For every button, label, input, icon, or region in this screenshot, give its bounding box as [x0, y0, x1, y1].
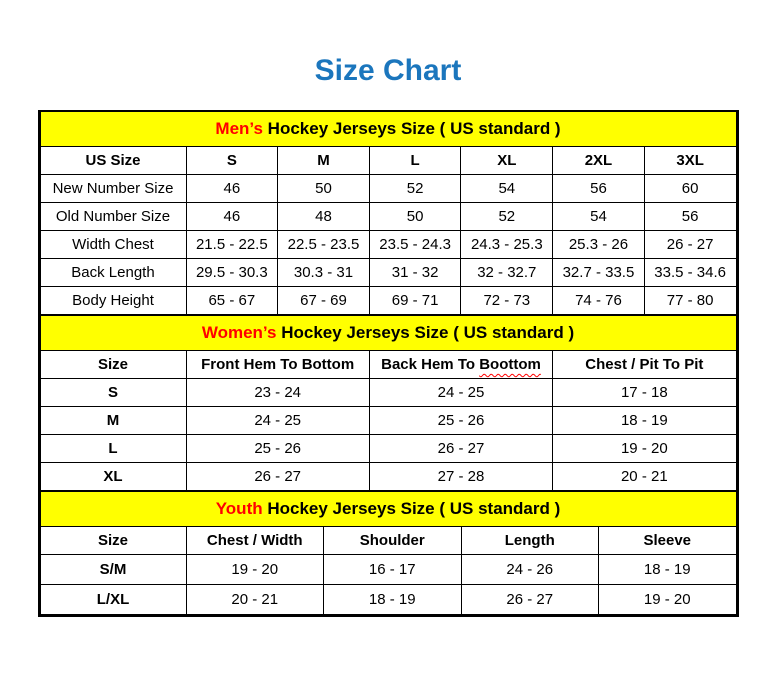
- row-label: Back Length: [40, 259, 186, 287]
- table-cell: 77 - 80: [644, 287, 736, 315]
- table-cell: 27 - 28: [369, 463, 552, 491]
- table-cell: 17 - 18: [553, 379, 736, 407]
- womens-column-header-row: [40, 351, 736, 379]
- table-cell: 74 - 76: [553, 287, 645, 315]
- table-cell: 56: [644, 203, 736, 231]
- table-row: [40, 231, 736, 259]
- column-header: Front Hem To Bottom: [186, 351, 369, 379]
- womens-table-body: [40, 379, 736, 491]
- youth-section-header-accent: Youth: [215, 499, 263, 518]
- column-header: M: [278, 147, 370, 175]
- table-cell: 21.5 - 22.5: [186, 231, 278, 259]
- table-row: [40, 379, 736, 407]
- youth-section-header-text: Hockey Jerseys Size ( US standard ): [262, 499, 561, 518]
- mens-size-table: [40, 112, 737, 315]
- table-cell: 65 - 67: [186, 287, 278, 315]
- table-cell: 48: [278, 203, 370, 231]
- mens-column-header-row: [40, 147, 736, 175]
- mens-section-header-row: [40, 112, 736, 147]
- mens-section-header-accent: Men’s: [215, 119, 263, 138]
- table-cell: 25 - 26: [186, 435, 369, 463]
- youth-size-table: [40, 491, 737, 615]
- column-header: XL: [461, 147, 553, 175]
- row-label: New Number Size: [40, 175, 186, 203]
- table-cell: 31 - 32: [369, 259, 461, 287]
- womens-section-header-row: [40, 316, 736, 351]
- youth-section-header: [40, 492, 736, 527]
- table-cell: 52: [369, 175, 461, 203]
- column-header: Shoulder: [324, 527, 462, 555]
- table-cell: 18 - 19: [324, 585, 462, 615]
- table-row: [40, 203, 736, 231]
- table-row: [40, 435, 736, 463]
- table-row: [40, 555, 736, 585]
- page-title: Size Chart: [314, 54, 462, 87]
- table-cell: 54: [461, 175, 553, 203]
- row-label: L/XL: [40, 585, 186, 615]
- table-cell: 30.3 - 31: [278, 259, 370, 287]
- mens-table-body: [40, 175, 736, 315]
- table-cell: 52: [461, 203, 553, 231]
- table-cell: 50: [369, 203, 461, 231]
- youth-section-header-row: [40, 492, 736, 527]
- table-cell: 19 - 20: [553, 435, 736, 463]
- table-cell: 24.3 - 25.3: [461, 231, 553, 259]
- row-label: L: [40, 435, 186, 463]
- table-cell: 18 - 19: [553, 407, 736, 435]
- column-header: US Size: [40, 147, 186, 175]
- table-cell: 32 - 32.7: [461, 259, 553, 287]
- womens-section-header-accent: Women’s: [201, 323, 277, 342]
- womens-section-header-text: Hockey Jerseys Size ( US standard ): [276, 323, 575, 342]
- misspelled-word: Boottom: [479, 356, 541, 373]
- row-label: XL: [40, 463, 186, 491]
- table-row: [40, 407, 736, 435]
- row-label: S: [40, 379, 186, 407]
- table-cell: 19 - 20: [599, 585, 737, 615]
- table-row: [40, 463, 736, 491]
- row-label: Old Number Size: [40, 203, 186, 231]
- table-cell: 23.5 - 24.3: [369, 231, 461, 259]
- table-cell: 46: [186, 175, 278, 203]
- column-header: Chest / Width: [186, 527, 324, 555]
- table-cell: 20 - 21: [553, 463, 736, 491]
- table-cell: 56: [553, 175, 645, 203]
- youth-column-header-row: [40, 527, 736, 555]
- table-cell: 25.3 - 26: [553, 231, 645, 259]
- table-cell: 72 - 73: [461, 287, 553, 315]
- table-cell: 50: [278, 175, 370, 203]
- table-cell: 33.5 - 34.6: [644, 259, 736, 287]
- column-header: Length: [461, 527, 599, 555]
- column-header: L: [369, 147, 461, 175]
- table-cell: 16 - 17: [324, 555, 462, 585]
- row-label: Body Height: [40, 287, 186, 315]
- column-header: Sleeve: [599, 527, 737, 555]
- table-cell: 69 - 71: [369, 287, 461, 315]
- column-header: Size: [40, 527, 186, 555]
- table-cell: 26 - 27: [644, 231, 736, 259]
- table-cell: 26 - 27: [369, 435, 552, 463]
- table-cell: 32.7 - 33.5: [553, 259, 645, 287]
- table-cell: 60: [644, 175, 736, 203]
- column-header: Chest / Pit To Pit: [553, 351, 736, 379]
- table-row: [40, 585, 736, 615]
- column-header: 3XL: [644, 147, 736, 175]
- table-cell: 26 - 27: [461, 585, 599, 615]
- column-header: 2XL: [553, 147, 645, 175]
- row-label: M: [40, 407, 186, 435]
- womens-size-table: [40, 315, 737, 491]
- table-cell: 54: [553, 203, 645, 231]
- column-header: Size: [40, 351, 186, 379]
- table-row: [40, 175, 736, 203]
- table-cell: 18 - 19: [599, 555, 737, 585]
- table-row: [40, 287, 736, 315]
- table-cell: 25 - 26: [369, 407, 552, 435]
- table-cell: 29.5 - 30.3: [186, 259, 278, 287]
- row-label: S/M: [40, 555, 186, 585]
- table-row: [40, 259, 736, 287]
- mens-section-header-text: Hockey Jerseys Size ( US standard ): [262, 119, 561, 138]
- table-cell: 24 - 25: [369, 379, 552, 407]
- table-cell: 67 - 69: [278, 287, 370, 315]
- table-cell: 24 - 25: [186, 407, 369, 435]
- table-cell: 24 - 26: [461, 555, 599, 585]
- table-cell: 19 - 20: [186, 555, 324, 585]
- size-chart-tables: [38, 110, 739, 617]
- womens-section-header: [40, 316, 736, 351]
- table-cell: 22.5 - 23.5: [278, 231, 370, 259]
- youth-table-body: [40, 555, 736, 615]
- table-cell: 46: [186, 203, 278, 231]
- mens-section-header: [40, 112, 736, 147]
- table-cell: 20 - 21: [186, 585, 324, 615]
- row-label: Width Chest: [40, 231, 186, 259]
- column-header: S: [186, 147, 278, 175]
- table-cell: 26 - 27: [186, 463, 369, 491]
- column-header: Back Hem To Boottom: [369, 351, 552, 379]
- table-cell: 23 - 24: [186, 379, 369, 407]
